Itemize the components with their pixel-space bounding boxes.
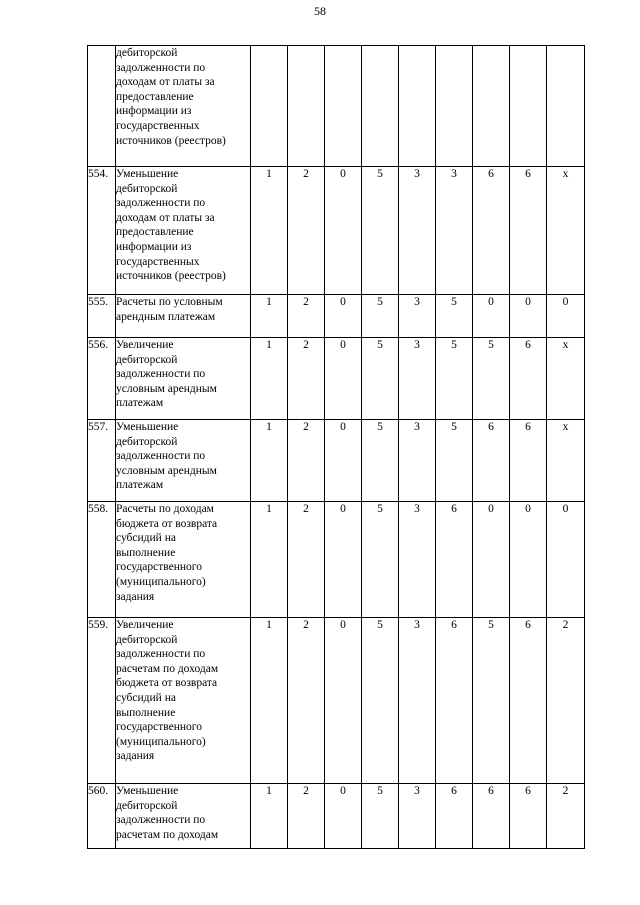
account-name-line: государственного [116, 721, 202, 734]
code-digit: 2 [547, 618, 585, 784]
account-name-line: задания [116, 750, 155, 763]
code-digit: 6 [473, 167, 510, 295]
code-digit: 3 [399, 167, 436, 295]
table-row [88, 784, 585, 849]
code-digit: 1 [251, 167, 288, 295]
code-digit: 3 [399, 784, 436, 849]
code-digit: 5 [362, 420, 399, 502]
account-name-line: условным арендным [116, 382, 217, 395]
account-name-line: Уменьшение [116, 168, 179, 180]
account-name [116, 167, 251, 295]
table-row [88, 420, 585, 502]
account-name-line: задолженности по [116, 368, 206, 381]
code-digit: 2 [547, 784, 585, 849]
code-digit: x [547, 338, 585, 420]
code-digit: 5 [473, 618, 510, 784]
code-digit: 5 [362, 502, 399, 618]
code-digit: 3 [436, 167, 473, 295]
account-name-line: задолженности по [116, 61, 206, 74]
account-name-line: государственных [116, 119, 200, 132]
code-digit: 5 [362, 618, 399, 784]
code-digit: 0 [547, 502, 585, 618]
code-digit: 2 [288, 618, 325, 784]
code-digit: 1 [251, 784, 288, 849]
code-digit: 0 [325, 618, 362, 784]
code-digit: 0 [325, 295, 362, 338]
table-row [88, 618, 585, 784]
code-digit: 3 [399, 502, 436, 618]
code-digit: 5 [362, 338, 399, 420]
code-digit: 2 [288, 502, 325, 618]
code-digit: 5 [436, 338, 473, 420]
page-number: 58 [314, 4, 326, 18]
account-name-line: Уменьшение [116, 785, 179, 797]
table-row [88, 295, 585, 338]
account-name-line: источников (реестров) [116, 270, 226, 283]
code-digit: 6 [436, 618, 473, 784]
code-digit: 0 [473, 295, 510, 338]
account-name-line: задолженности по [116, 197, 206, 210]
code-digit: 5 [473, 338, 510, 420]
account-name [116, 420, 251, 502]
table-row [88, 338, 585, 420]
account-name-line: государственного [116, 561, 202, 574]
account-name-line: условным арендным [116, 464, 217, 477]
account-name-line: информации из [116, 105, 192, 118]
row-number: 556. [88, 338, 116, 420]
account-name-line: бюджета от возврата [116, 677, 218, 690]
account-name-line: задолженности по [116, 814, 206, 827]
code-digit: 2 [288, 784, 325, 849]
row-number: 560. [88, 784, 116, 849]
table-row [88, 167, 585, 295]
code-digit: x [547, 420, 585, 502]
account-name-line: выполнение [116, 706, 176, 719]
code-digit: 6 [510, 167, 547, 295]
account-codes-table [87, 45, 585, 849]
account-name [116, 618, 251, 784]
code-digit: 0 [325, 784, 362, 849]
account-name [116, 784, 251, 849]
code-digit [473, 46, 510, 167]
code-digit: 0 [325, 338, 362, 420]
account-name-line: субсидий на [116, 532, 176, 545]
account-name-line: Уменьшение [116, 421, 179, 433]
code-digit: 5 [362, 784, 399, 849]
account-name-line: Увеличение [116, 339, 174, 351]
code-digit: 5 [436, 295, 473, 338]
code-digit: 0 [473, 502, 510, 618]
code-digit: 6 [436, 502, 473, 618]
account-name-line: расчетам по доходам [116, 828, 219, 841]
code-digit: 2 [288, 420, 325, 502]
code-digit: 2 [288, 167, 325, 295]
table-row [88, 502, 585, 618]
account-name-line: предоставление [116, 226, 194, 239]
account-name-line: дебиторской [116, 633, 178, 646]
code-digit: 0 [547, 295, 585, 338]
row-number: 555. [88, 295, 116, 338]
code-digit: 6 [436, 784, 473, 849]
code-digit: x [547, 167, 585, 295]
code-digit: 5 [362, 167, 399, 295]
account-name-line: платежам [116, 397, 164, 410]
account-name-line: задолженности по [116, 450, 206, 463]
code-digit [510, 46, 547, 167]
account-name-line: Расчеты по доходам [116, 503, 214, 515]
account-name-line: дебиторской [116, 435, 178, 448]
code-digit: 1 [251, 502, 288, 618]
account-name-line: Расчеты по условным [116, 296, 223, 308]
code-digit [547, 46, 585, 167]
code-digit: 2 [288, 338, 325, 420]
table-row [88, 46, 585, 167]
account-name [116, 295, 251, 338]
account-name [116, 502, 251, 618]
code-digit: 6 [510, 338, 547, 420]
account-name-line: арендным платежам [116, 310, 216, 323]
row-number: 559. [88, 618, 116, 784]
code-digit: 3 [399, 618, 436, 784]
account-name-line: расчетам по доходам [116, 662, 219, 675]
code-digit [362, 46, 399, 167]
code-digit [251, 46, 288, 167]
code-digit: 6 [473, 784, 510, 849]
code-digit [288, 46, 325, 167]
code-digit [436, 46, 473, 167]
account-name-line: информации из [116, 240, 192, 253]
code-digit: 3 [399, 420, 436, 502]
code-digit: 6 [473, 420, 510, 502]
row-number: 554. [88, 167, 116, 295]
account-name-line: субсидий на [116, 691, 176, 704]
account-name [116, 46, 251, 167]
account-name-line: Увеличение [116, 619, 174, 631]
code-digit: 6 [510, 420, 547, 502]
account-name-line: дебиторской [116, 182, 178, 195]
code-digit: 0 [325, 502, 362, 618]
code-digit [325, 46, 362, 167]
account-name-line: выполнение [116, 546, 176, 559]
account-name-line: дебиторской [116, 353, 178, 366]
code-digit: 1 [251, 420, 288, 502]
account-name-line: задолженности по [116, 648, 206, 661]
account-name-line: доходам от платы за [116, 211, 215, 224]
row-number: 558. [88, 502, 116, 618]
code-digit: 1 [251, 618, 288, 784]
code-digit: 2 [288, 295, 325, 338]
account-name-line: предоставление [116, 90, 194, 103]
account-name-line: дебиторской [116, 47, 178, 59]
code-digit: 0 [325, 420, 362, 502]
code-digit: 3 [399, 338, 436, 420]
code-digit: 0 [510, 502, 547, 618]
row-number [88, 46, 116, 167]
code-digit: 5 [362, 295, 399, 338]
code-digit [399, 46, 436, 167]
account-name-line: (муниципального) [116, 735, 206, 748]
account-name-line: (муниципального) [116, 575, 206, 588]
account-name-line: дебиторской [116, 799, 178, 812]
account-name-line: доходам от платы за [116, 76, 215, 89]
account-name-line: источников (реестров) [116, 134, 226, 147]
row-number: 557. [88, 420, 116, 502]
code-digit: 6 [510, 618, 547, 784]
code-digit: 1 [251, 338, 288, 420]
account-name [116, 338, 251, 420]
code-digit: 5 [436, 420, 473, 502]
code-digit: 6 [510, 784, 547, 849]
account-name-line: платежам [116, 479, 164, 492]
code-digit: 3 [399, 295, 436, 338]
code-digit: 0 [510, 295, 547, 338]
code-digit: 1 [251, 295, 288, 338]
account-name-line: государственных [116, 255, 200, 268]
code-digit: 0 [325, 167, 362, 295]
table-body [88, 46, 585, 849]
account-name-line: задания [116, 590, 155, 603]
account-name-line: бюджета от возврата [116, 517, 218, 530]
